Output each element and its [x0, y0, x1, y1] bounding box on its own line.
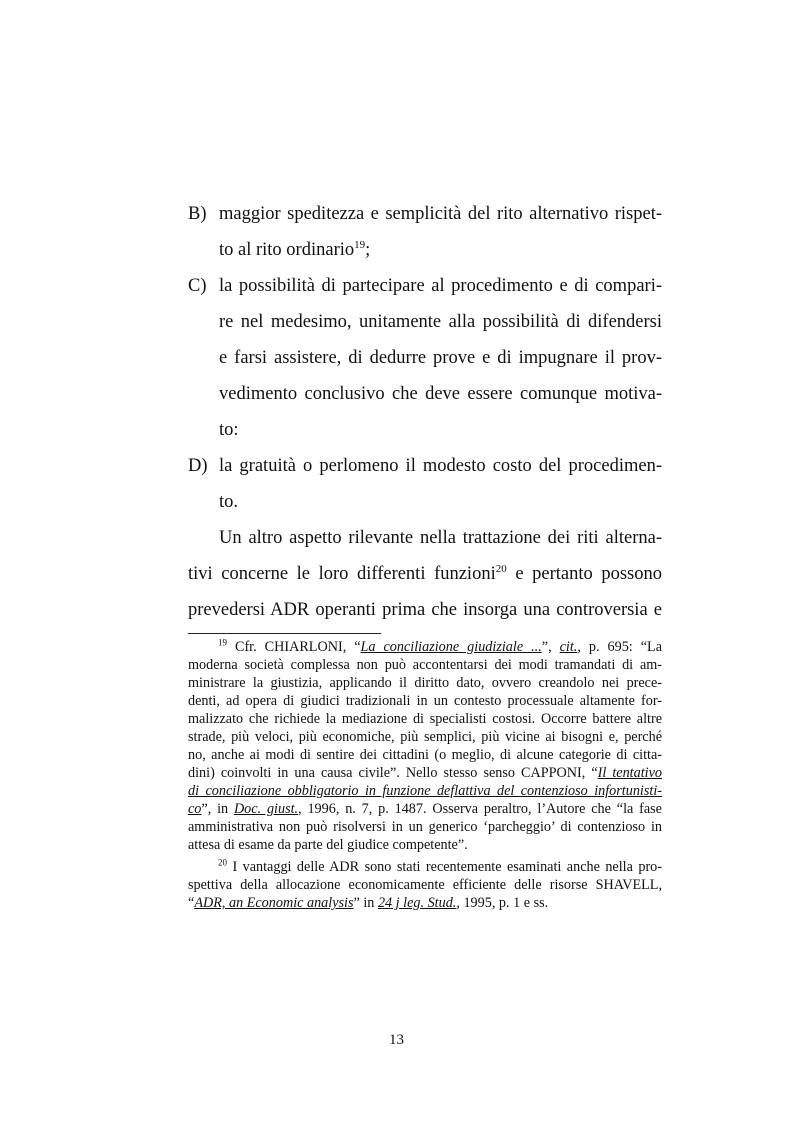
list-item-b: [188, 202, 662, 226]
text-line-content: [219, 238, 662, 262]
text-line-content: e farsi assistere, di dedurre prove e di impugnare il prov-: [219, 348, 662, 368]
list-item-c: [188, 274, 662, 298]
text-line-content: to.: [219, 492, 239, 512]
text-span: ”,: [541, 639, 560, 655]
text-span: ” in: [353, 895, 378, 911]
footnote-line: [188, 782, 662, 800]
citation-link: di conciliazione obbligatorio in funzione deflattiva del contenzioso infortunisti-: [188, 783, 662, 799]
footnote-ref-19: 19: [354, 238, 366, 251]
text-span: , p. 695: “La: [577, 639, 663, 655]
citation-link: La conciliazione giudiziale ...: [360, 639, 542, 655]
text-line-content: re nel medesimo, unitamente alla possibilità di difendersi: [219, 312, 662, 332]
text-line: [188, 310, 662, 334]
text-span: e pertanto possono: [506, 564, 662, 584]
list-label-d: D): [188, 456, 208, 476]
footnote-number: 20: [218, 857, 227, 868]
footnote-line: [188, 764, 662, 782]
footnote-line: [188, 894, 662, 912]
footnote-line: amministrativa non può risolversi in un generico ‘parcheggio’ di contenzioso in: [188, 819, 662, 835]
citation-link: ADR, an Economic analysis: [194, 895, 354, 911]
footnote-separator: [188, 633, 381, 634]
footnote-line: attesa di esame da parte del giudice competente”.: [188, 837, 468, 853]
text-span: “: [188, 895, 195, 911]
paragraph-line: Un altro aspetto rilevante nella trattazione dei riti alterna-: [219, 528, 662, 548]
text-line-content: to:: [219, 420, 239, 440]
footnote-20: [218, 858, 662, 876]
text-span: to al rito ordinario: [219, 240, 355, 260]
text-span: dini) coinvolti in una causa civile”. Nello stesso senso CAPPONI, “: [188, 765, 598, 781]
citation-link: Doc. giust.: [233, 801, 299, 817]
text-span: tivi concerne le loro differenti funzioni: [188, 564, 496, 584]
footnote-line: moderna società complessa non può accontentarsi dei modi tramandati di am-: [188, 657, 662, 673]
footnote-line: [188, 800, 662, 818]
list-label-c: C): [188, 276, 207, 296]
footnote-line: spettiva della allocazione economicamente efficiente delle risorse SHAVELL,: [188, 877, 662, 893]
text-line: la possibilità di partecipare al procedimento e di compari-: [219, 276, 662, 296]
list-item-d: [188, 454, 662, 478]
text-line: [188, 490, 662, 514]
paragraph-line: prevedersi ADR operanti prima che insorga una controversia e: [188, 600, 662, 620]
footnote-line: no, anche ai modi di sentire dei cittadini (o meglio, di alcune categorie di citta-: [188, 747, 662, 763]
citation-link: 24 j leg. Stud.: [377, 895, 457, 911]
footnote-line: malizzato che richiede la mediazione di specialisti costosi. Occorre battere altre: [188, 711, 662, 727]
page-number: 13: [389, 1032, 404, 1048]
list-label-b: B): [188, 204, 207, 224]
footnote-number: 19: [218, 637, 227, 648]
text-line: [188, 418, 662, 442]
text-span: I vantaggi delle ADR sono stati recentemente esaminati anche nella pro-: [227, 859, 662, 875]
footnote-line: ministrare la giustizia, applicando il diritto dato, ovvero creandolo nei prece-: [188, 675, 662, 691]
citation-link: Il tentativo: [597, 765, 662, 781]
text-line: la gratuità o perlomeno il modesto costo del procedimen-: [219, 456, 662, 476]
text-line-content: vedimento conclusivo che deve essere comunque motiva-: [219, 384, 662, 404]
paragraph-line: [188, 562, 662, 586]
citation-link: cit.: [559, 639, 578, 655]
text-span: , 1996, n. 7, p. 1487. Osserva peraltro, l’Autore che “la fase: [298, 801, 662, 817]
text-span: Cfr. CHIARLONI, “: [227, 639, 361, 655]
footnote-line: denti, ad opera di giudici tradizionali in un contesto processuale altamente for-: [188, 693, 662, 709]
text-span: ”, in: [201, 801, 234, 817]
text-span: ;: [365, 240, 371, 260]
text-span: , 1995, p. 1 e ss.: [456, 895, 549, 911]
footnote-ref-20: 20: [495, 562, 507, 575]
text-line: [188, 382, 662, 406]
footnote-19: [218, 638, 662, 656]
citation-link: co: [188, 801, 202, 817]
text-line: [188, 346, 662, 370]
footnote-line: strade, più veloci, più economiche, più semplici, più vicine ai bisogni e, perché: [188, 729, 662, 745]
text-line: [188, 238, 662, 262]
text-line: maggior speditezza e semplicità del rito alternativo rispet-: [219, 204, 662, 224]
